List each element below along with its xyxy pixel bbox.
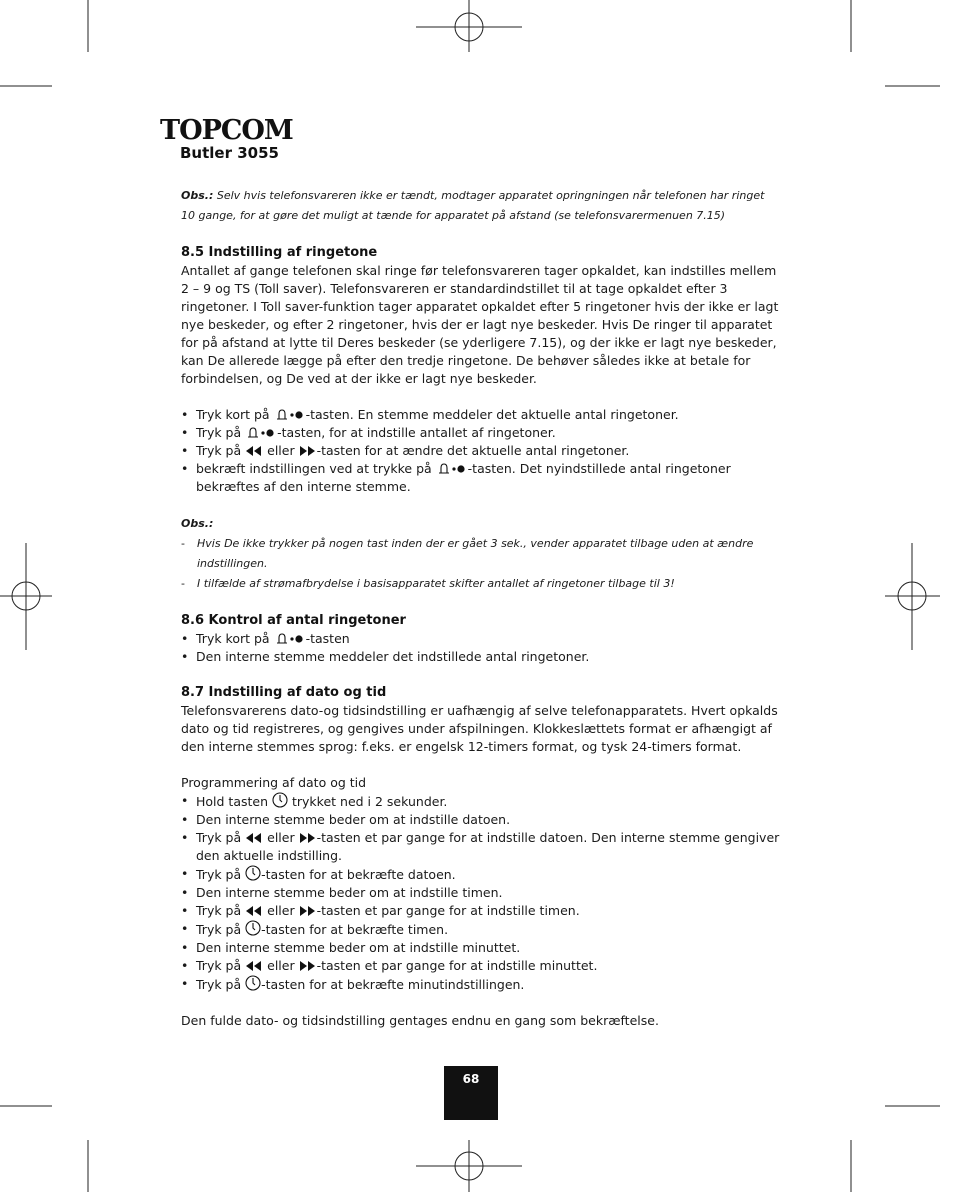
list-item: • Den interne stemme beder om at indstille datoen. <box>181 811 781 829</box>
list-item: • Tryk på -tasten, for at indstille antallet af ringetoner. <box>181 424 781 442</box>
rewind-icon <box>245 445 263 457</box>
section-8-7-paragraph: Telefonsvarerens dato-og tidsindstilling er uafhængig af selve telefonapparatets. Hvert opkalds dato og tid registreres, og gengives under afspilningen. Klokkeslættets format er afhængigt af den interne stemmes sprog: f.eks. er engelsk 12-timers format, og tysk 24-timers format. <box>181 703 778 754</box>
list-item: • Hold tasten trykket ned i 2 sekunder. <box>181 792 781 811</box>
list-item: • Den interne stemme beder om at indstille minuttet. <box>181 939 781 957</box>
fast-forward-icon <box>299 960 317 972</box>
bell-dot-icon <box>274 408 306 421</box>
section-8-5-paragraph: Antallet af gange telefonen skal ringe før telefonsvareren tager opkaldet, kan indstilles mellem 2 – 9 og TS (Toll saver). Telefonsvareren er standardindstillet til at tage opkaldet efter 3 ringetoner. I Toll saver-funktion tager apparatet opkaldet efter 5 ringetoner hvis der ikke er lagt nye beskeder, og efter 2 ringetoner, hvis der er lagt nye beskeder. Hvis De ringer til apparatet for på afstand at lytte til Deres beskeder (se yderligere 7.15), og der ikke er lagt nye beskeder, kan De allerede lægge på efter den tredje ringetone. De behøver således ikke at betale for forbindelsen, og De ved at der ikke er lagt nye beskeder. <box>181 263 779 386</box>
top-note-label: Obs.: <box>181 189 214 202</box>
list-item: • Den interne stemme beder om at indstille timen. <box>181 884 781 902</box>
list-item: • Tryk på eller -tasten for at ændre det aktuelle antal ringetoner. <box>181 442 781 460</box>
bell-dot-icon <box>436 462 468 475</box>
section-8-7-steps <box>181 792 781 994</box>
top-note-text: Selv hvis telefonsvareren ikke er tændt, modtager apparatet opringningen når telefonen har ringet 10 gange, for at gøre det muligt at tænde for apparatet på afstand (se telefonsvarermenuen 7.15) <box>181 189 765 222</box>
note-item: - I tilfælde af strømafbrydelse i basisapparatet skifter antallet af ringetoner tilbage til 3! <box>181 577 675 590</box>
page-number: 68 <box>444 1066 498 1120</box>
list-item: • bekræft indstillingen ved at trykke på -tasten. Det nyindstillede antal ringetoner bekræftes af den interne stemme. <box>181 460 781 496</box>
page-content <box>181 186 781 1030</box>
list-item: • Tryk på -tasten for at bekræfte timen. <box>181 920 781 939</box>
fast-forward-icon <box>299 905 317 917</box>
list-item: • Tryk kort på -tasten <box>181 630 781 648</box>
programming-heading: Programmering af dato og tid <box>181 775 367 790</box>
rewind-icon <box>245 905 263 917</box>
bell-dot-icon <box>274 632 306 645</box>
list-item: • Tryk på -tasten for at bekræfte datoen. <box>181 865 781 884</box>
rewind-icon <box>245 960 263 972</box>
bell-dot-icon <box>245 426 277 439</box>
list-item: • Tryk på eller -tasten et par gange for at indstille datoen. Den interne stemme gengiver den aktuelle indstilling. <box>181 829 781 865</box>
clock-icon <box>245 975 261 991</box>
section-8-5-steps <box>181 406 781 496</box>
list-item: • Tryk på eller -tasten et par gange for at indstille timen. <box>181 902 781 920</box>
svg-text:TOPCOM: TOPCOM <box>160 115 293 146</box>
clock-icon <box>245 920 261 936</box>
clock-icon <box>245 865 261 881</box>
list-item: • Tryk kort på -tasten. En stemme meddeler det aktuelle antal ringetoner. <box>181 406 781 424</box>
note-item: - Hvis De ikke trykker på nogen tast inden der er gået 3 sek., vender apparatet tilbage uden at ændre indstillingen. <box>181 537 754 570</box>
fast-forward-icon <box>299 832 317 844</box>
section-8-5-title: 8.5 Indstilling af ringetone <box>181 245 378 260</box>
list-item: • Den interne stemme meddeler det indstillede antal ringetoner. <box>181 648 781 666</box>
section-8-6-title: 8.6 Kontrol af antal ringetoner <box>181 613 406 628</box>
fast-forward-icon <box>299 445 317 457</box>
list-item: • Tryk på -tasten for at bekræfte minutindstillingen. <box>181 975 781 994</box>
top-note <box>181 186 781 226</box>
section-8-7-title: 8.7 Indstilling af dato og tid <box>181 685 387 700</box>
topcom-logo <box>160 114 293 146</box>
clock-icon <box>272 792 288 808</box>
list-item: • Tryk på eller -tasten et par gange for at indstille minuttet. <box>181 957 781 975</box>
notes-label: Obs.: <box>181 517 214 530</box>
closing-paragraph: Den fulde dato- og tidsindstilling gentages endnu en gang som bekræftelse. <box>181 1013 659 1028</box>
rewind-icon <box>245 832 263 844</box>
section-8-6-steps <box>181 630 781 666</box>
product-name: Butler 3055 <box>180 144 279 162</box>
